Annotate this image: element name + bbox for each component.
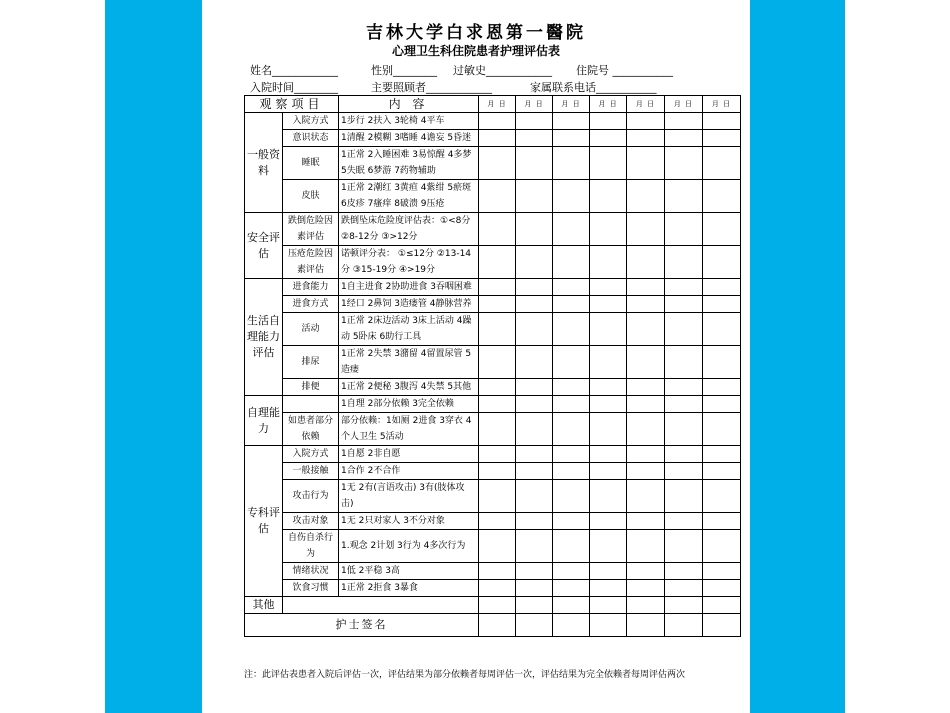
item-cell: 排便	[283, 379, 339, 396]
date-entry-cell[interactable]	[553, 130, 590, 147]
date-entry-cell[interactable]	[553, 296, 590, 313]
date-entry-cell[interactable]	[590, 463, 627, 480]
date-entry-cell[interactable]	[590, 130, 627, 147]
date-entry-cell[interactable]	[516, 346, 553, 379]
content-cell: 1无 2只对家人 3不分对象	[339, 513, 479, 530]
content-cell: 1步行 2扶入 3轮椅 4平车	[339, 113, 479, 130]
date-entry-cell[interactable]	[703, 313, 741, 346]
content-cell: 1正常 2入睡困难 3易惊醒 4多梦 5失眠 6梦游 7药物辅助	[339, 147, 479, 180]
content-cell: 1自主进食 2协助进食 3吞咽困难	[339, 279, 479, 296]
date-entry-cell[interactable]	[590, 180, 627, 213]
date-entry-cell[interactable]	[590, 480, 627, 513]
date-entry-cell[interactable]	[703, 213, 741, 246]
table-row	[245, 563, 741, 580]
right-blue-bar	[750, 0, 845, 713]
date-entry-cell[interactable]	[703, 580, 741, 597]
other-content-cell[interactable]	[283, 597, 479, 614]
date-entry-cell[interactable]	[627, 580, 665, 597]
assessment-form-page	[202, 0, 750, 713]
date-entry-cell[interactable]	[553, 113, 590, 130]
date-entry-cell[interactable]	[627, 313, 665, 346]
date-entry-cell[interactable]	[627, 480, 665, 513]
content-cell: 1正常 2床边活动 3床上活动 4躁动 5卧床 6助行工具	[339, 313, 479, 346]
item-cell: 活动	[283, 313, 339, 346]
date-entry-cell[interactable]	[516, 580, 553, 597]
item-cell	[283, 396, 339, 413]
date-entry-cell[interactable]	[627, 113, 665, 130]
date-entry-cell[interactable]	[665, 213, 703, 246]
date-entry-cell[interactable]	[627, 130, 665, 147]
table-row	[245, 346, 741, 379]
date-entry-cell[interactable]	[553, 246, 590, 279]
caregiver-field[interactable]: 主要照顾者____________	[371, 81, 492, 94]
date-entry-cell[interactable]	[553, 180, 590, 213]
date-entry-cell[interactable]	[553, 213, 590, 246]
date-entry-cell[interactable]	[516, 396, 553, 413]
date-entry-cell[interactable]	[553, 313, 590, 346]
date-entry-cell[interactable]	[479, 563, 516, 580]
date-entry-cell[interactable]	[665, 113, 703, 130]
date-entry-cell[interactable]	[665, 147, 703, 180]
table-row	[245, 413, 741, 446]
date-entry-cell[interactable]	[516, 563, 553, 580]
date-entry-cell[interactable]	[479, 413, 516, 446]
date-entry-cell[interactable]	[665, 513, 703, 530]
date-entry-cell[interactable]	[590, 213, 627, 246]
date-entry-cell[interactable]	[479, 296, 516, 313]
allergy-field[interactable]: 过敏史____________	[453, 64, 552, 77]
date-entry-cell[interactable]	[703, 113, 741, 130]
date-entry-cell[interactable]	[553, 580, 590, 597]
date-entry-cell[interactable]	[516, 246, 553, 279]
table-row	[245, 614, 741, 637]
date-entry-cell[interactable]	[703, 130, 741, 147]
date-entry-cell[interactable]	[516, 614, 553, 637]
date-entry-cell[interactable]	[590, 597, 627, 614]
item-cell: 入院方式	[283, 446, 339, 463]
date-entry-cell[interactable]	[703, 296, 741, 313]
date-entry-cell[interactable]	[516, 180, 553, 213]
date-entry-cell[interactable]	[479, 513, 516, 530]
date-entry-cell[interactable]	[479, 113, 516, 130]
date-entry-cell[interactable]	[479, 446, 516, 463]
content-cell: 1自理 2部分依赖 3完全依赖	[339, 396, 479, 413]
date-entry-cell[interactable]	[479, 147, 516, 180]
date-entry-cell[interactable]	[627, 147, 665, 180]
gender-field[interactable]: 性别________	[371, 64, 437, 77]
item-cell: 攻击对象	[283, 513, 339, 530]
table-row	[245, 379, 741, 396]
item-cell: 情绪状况	[283, 563, 339, 580]
date-entry-cell[interactable]	[516, 413, 553, 446]
date-entry-cell[interactable]	[590, 446, 627, 463]
content-cell: 1正常 2失禁 3潴留 4留置尿管 5造瘘	[339, 346, 479, 379]
date-entry-cell[interactable]	[479, 480, 516, 513]
date-entry-cell[interactable]	[479, 580, 516, 597]
item-cell: 进食方式	[283, 296, 339, 313]
date-entry-cell[interactable]	[627, 563, 665, 580]
date-entry-cell[interactable]	[627, 614, 665, 637]
date-entry-cell[interactable]	[553, 614, 590, 637]
item-cell: 意识状态	[283, 130, 339, 147]
date-entry-cell[interactable]	[665, 413, 703, 446]
left-blue-bar	[105, 0, 202, 713]
date-entry-cell[interactable]	[627, 530, 665, 563]
item-cell: 如患者部分依赖	[283, 413, 339, 446]
date-entry-cell[interactable]	[479, 130, 516, 147]
date-entry-cell[interactable]	[479, 180, 516, 213]
date-entry-cell[interactable]	[553, 480, 590, 513]
date-entry-cell[interactable]	[627, 379, 665, 396]
table-row	[245, 147, 741, 180]
item-cell: 自伤自杀行为	[283, 530, 339, 563]
date-entry-cell[interactable]	[553, 530, 590, 563]
content-cell: 1经口 2鼻饲 3造瘘管 4静脉营养	[339, 296, 479, 313]
content-cell: 1自愿 2非自愿	[339, 446, 479, 463]
date-entry-cell[interactable]	[590, 379, 627, 396]
date-entry-cell[interactable]	[516, 313, 553, 346]
item-cell: 入院方式	[283, 113, 339, 130]
family-phone-field[interactable]: 家属联系电话___________	[530, 81, 657, 94]
category-cell: 专科评估	[245, 446, 283, 597]
table-row	[245, 463, 741, 480]
date-entry-cell[interactable]	[553, 446, 590, 463]
date-entry-cell[interactable]	[665, 396, 703, 413]
date-entry-cell[interactable]	[590, 113, 627, 130]
nurse-signature-label: 护士签名	[245, 614, 479, 637]
date-entry-cell[interactable]	[590, 614, 627, 637]
date-entry-cell[interactable]	[665, 279, 703, 296]
date-entry-cell[interactable]	[590, 513, 627, 530]
assessment-table	[244, 95, 741, 637]
date-entry-cell[interactable]	[627, 597, 665, 614]
table-header-row	[245, 96, 741, 113]
form-title: 心理卫生科住院患者护理评估表	[391, 44, 560, 58]
item-cell: 一般接触	[283, 463, 339, 480]
date-entry-cell[interactable]	[553, 279, 590, 296]
date-entry-cell[interactable]	[516, 530, 553, 563]
date-entry-cell[interactable]	[665, 597, 703, 614]
content-cell: 1正常 2潮红 3黄疸 4紫绀 5瘀斑 6皮疹 7瘙痒 8破溃 9压疮	[339, 180, 479, 213]
date-entry-cell[interactable]	[665, 563, 703, 580]
date-entry-cell[interactable]	[590, 563, 627, 580]
date-entry-cell[interactable]	[627, 396, 665, 413]
other-label: 其他	[245, 597, 283, 614]
date-entry-cell[interactable]	[516, 513, 553, 530]
category-cell: 自理能力	[245, 396, 283, 446]
date-entry-cell[interactable]	[703, 463, 741, 480]
date-entry-cell[interactable]	[479, 463, 516, 480]
date-entry-cell[interactable]	[516, 213, 553, 246]
observation-item-header: 观察项目	[245, 96, 339, 113]
date-entry-cell[interactable]	[516, 147, 553, 180]
date-entry-cell[interactable]	[553, 413, 590, 446]
date-entry-cell[interactable]	[590, 413, 627, 446]
date-entry-cell[interactable]	[516, 113, 553, 130]
date-entry-cell[interactable]	[703, 279, 741, 296]
item-cell: 饮食习惯	[283, 580, 339, 597]
content-cell: 诺顿评分表： ①≤12分 ②13-14分 ③15-19分 ④>19分	[339, 246, 479, 279]
date-entry-cell[interactable]	[516, 130, 553, 147]
date-entry-cell[interactable]	[703, 513, 741, 530]
date-entry-cell[interactable]	[553, 396, 590, 413]
date-entry-cell[interactable]	[665, 580, 703, 597]
item-cell: 睡眠	[283, 147, 339, 180]
content-cell: 1.观念 2计划 3行为 4多次行为	[339, 530, 479, 563]
date-entry-cell[interactable]	[665, 130, 703, 147]
date-entry-cell[interactable]	[665, 246, 703, 279]
date-header: 月 日	[553, 96, 590, 113]
date-entry-cell[interactable]	[703, 614, 741, 637]
date-entry-cell[interactable]	[590, 147, 627, 180]
date-header: 月 日	[516, 96, 553, 113]
admission-time-field[interactable]: 入院时间________	[250, 81, 338, 94]
date-entry-cell[interactable]	[590, 396, 627, 413]
date-entry-cell[interactable]	[479, 530, 516, 563]
date-header: 月 日	[703, 96, 741, 113]
category-cell: 生活自理能力评估	[245, 279, 283, 396]
content-cell: 1清醒 2模糊 3嗜睡 4谵妄 5昏迷	[339, 130, 479, 147]
date-entry-cell[interactable]	[665, 446, 703, 463]
table-row	[245, 530, 741, 563]
date-entry-cell[interactable]	[553, 147, 590, 180]
date-entry-cell[interactable]	[479, 614, 516, 637]
date-header: 月 日	[627, 96, 665, 113]
date-entry-cell[interactable]	[665, 463, 703, 480]
table-row	[245, 279, 741, 296]
table-row	[245, 213, 741, 246]
date-entry-cell[interactable]	[516, 597, 553, 614]
date-entry-cell[interactable]	[479, 379, 516, 396]
item-cell: 进食能力	[283, 279, 339, 296]
hospital-name: 吉林大学白求恩第一醫院	[366, 23, 586, 43]
category-cell: 一般资料	[245, 113, 283, 213]
date-entry-cell[interactable]	[703, 530, 741, 563]
date-entry-cell[interactable]	[590, 530, 627, 563]
date-entry-cell[interactable]	[703, 480, 741, 513]
date-header: 月 日	[479, 96, 516, 113]
date-entry-cell[interactable]	[627, 296, 665, 313]
date-entry-cell[interactable]	[590, 580, 627, 597]
date-entry-cell[interactable]	[590, 279, 627, 296]
content-header: 内 容	[339, 96, 479, 113]
date-entry-cell[interactable]	[590, 246, 627, 279]
date-entry-cell[interactable]	[553, 346, 590, 379]
category-cell: 安全评估	[245, 213, 283, 279]
date-entry-cell[interactable]	[703, 379, 741, 396]
date-entry-cell[interactable]	[627, 446, 665, 463]
table-row	[245, 180, 741, 213]
date-entry-cell[interactable]	[479, 213, 516, 246]
date-entry-cell[interactable]	[516, 279, 553, 296]
date-entry-cell[interactable]	[703, 180, 741, 213]
date-entry-cell[interactable]	[479, 396, 516, 413]
date-entry-cell[interactable]	[479, 597, 516, 614]
table-row	[245, 446, 741, 463]
date-entry-cell[interactable]	[703, 246, 741, 279]
date-entry-cell[interactable]	[590, 296, 627, 313]
content-cell: 1无 2有(言语攻击) 3有(肢体攻击)	[339, 480, 479, 513]
date-entry-cell[interactable]	[553, 463, 590, 480]
date-entry-cell[interactable]	[516, 446, 553, 463]
date-entry-cell[interactable]	[553, 563, 590, 580]
content-cell: 部分依赖：1如厕 2进食 3穿衣 4个人卫生 5活动	[339, 413, 479, 446]
footer-note: 注：此评估表患者入院后评估一次，评估结果为部分依赖者每周评估一次，评估结果为完全依赖者每周评估两次	[244, 670, 686, 680]
date-entry-cell[interactable]	[627, 279, 665, 296]
date-entry-cell[interactable]	[703, 563, 741, 580]
item-cell: 跌倒危险因素评估	[283, 213, 339, 246]
item-cell: 排尿	[283, 346, 339, 379]
date-entry-cell[interactable]	[590, 346, 627, 379]
date-entry-cell[interactable]	[553, 379, 590, 396]
date-entry-cell[interactable]	[703, 446, 741, 463]
date-entry-cell[interactable]	[665, 530, 703, 563]
content-cell: 1正常 2便秘 3腹泻 4失禁 5其他	[339, 379, 479, 396]
content-cell: 跌倒坠床危险度评估表：①<8分 ②8-12分 ③>12分	[339, 213, 479, 246]
date-entry-cell[interactable]	[479, 246, 516, 279]
date-entry-cell[interactable]	[627, 346, 665, 379]
date-entry-cell[interactable]	[627, 463, 665, 480]
date-entry-cell[interactable]	[553, 597, 590, 614]
table-row	[245, 396, 741, 413]
table-row	[245, 246, 741, 279]
table-row	[245, 597, 741, 614]
hospital-number-field[interactable]: 住院号 ___________	[576, 64, 673, 77]
table-row	[245, 113, 741, 130]
date-entry-cell[interactable]	[553, 513, 590, 530]
date-entry-cell[interactable]	[703, 396, 741, 413]
date-entry-cell[interactable]	[665, 346, 703, 379]
table-row	[245, 130, 741, 147]
date-entry-cell[interactable]	[516, 463, 553, 480]
date-entry-cell[interactable]	[703, 413, 741, 446]
date-entry-cell[interactable]	[703, 597, 741, 614]
date-entry-cell[interactable]	[516, 296, 553, 313]
date-entry-cell[interactable]	[665, 379, 703, 396]
date-entry-cell[interactable]	[703, 346, 741, 379]
table-row	[245, 313, 741, 346]
date-entry-cell[interactable]	[590, 313, 627, 346]
name-field[interactable]: 姓名____________	[250, 64, 338, 77]
table-row	[245, 480, 741, 513]
item-cell: 压疮危险因素评估	[283, 246, 339, 279]
date-entry-cell[interactable]	[665, 614, 703, 637]
date-entry-cell[interactable]	[665, 313, 703, 346]
date-entry-cell[interactable]	[627, 213, 665, 246]
date-entry-cell[interactable]	[665, 296, 703, 313]
table-row	[245, 513, 741, 530]
date-entry-cell[interactable]	[627, 513, 665, 530]
date-entry-cell[interactable]	[627, 413, 665, 446]
date-entry-cell[interactable]	[479, 346, 516, 379]
date-header: 月 日	[590, 96, 627, 113]
date-entry-cell[interactable]	[665, 480, 703, 513]
date-entry-cell[interactable]	[479, 313, 516, 346]
content-cell: 1低 2平稳 3高	[339, 563, 479, 580]
date-header: 月 日	[665, 96, 703, 113]
table-row	[245, 296, 741, 313]
date-entry-cell[interactable]	[627, 180, 665, 213]
table-row	[245, 580, 741, 597]
date-entry-cell[interactable]	[516, 379, 553, 396]
item-cell: 攻击行为	[283, 480, 339, 513]
date-entry-cell[interactable]	[627, 246, 665, 279]
date-entry-cell[interactable]	[479, 279, 516, 296]
date-entry-cell[interactable]	[516, 480, 553, 513]
date-entry-cell[interactable]	[703, 147, 741, 180]
content-cell: 1正常 2拒食 3暴食	[339, 580, 479, 597]
date-entry-cell[interactable]	[665, 180, 703, 213]
item-cell: 皮肤	[283, 180, 339, 213]
content-cell: 1合作 2不合作	[339, 463, 479, 480]
